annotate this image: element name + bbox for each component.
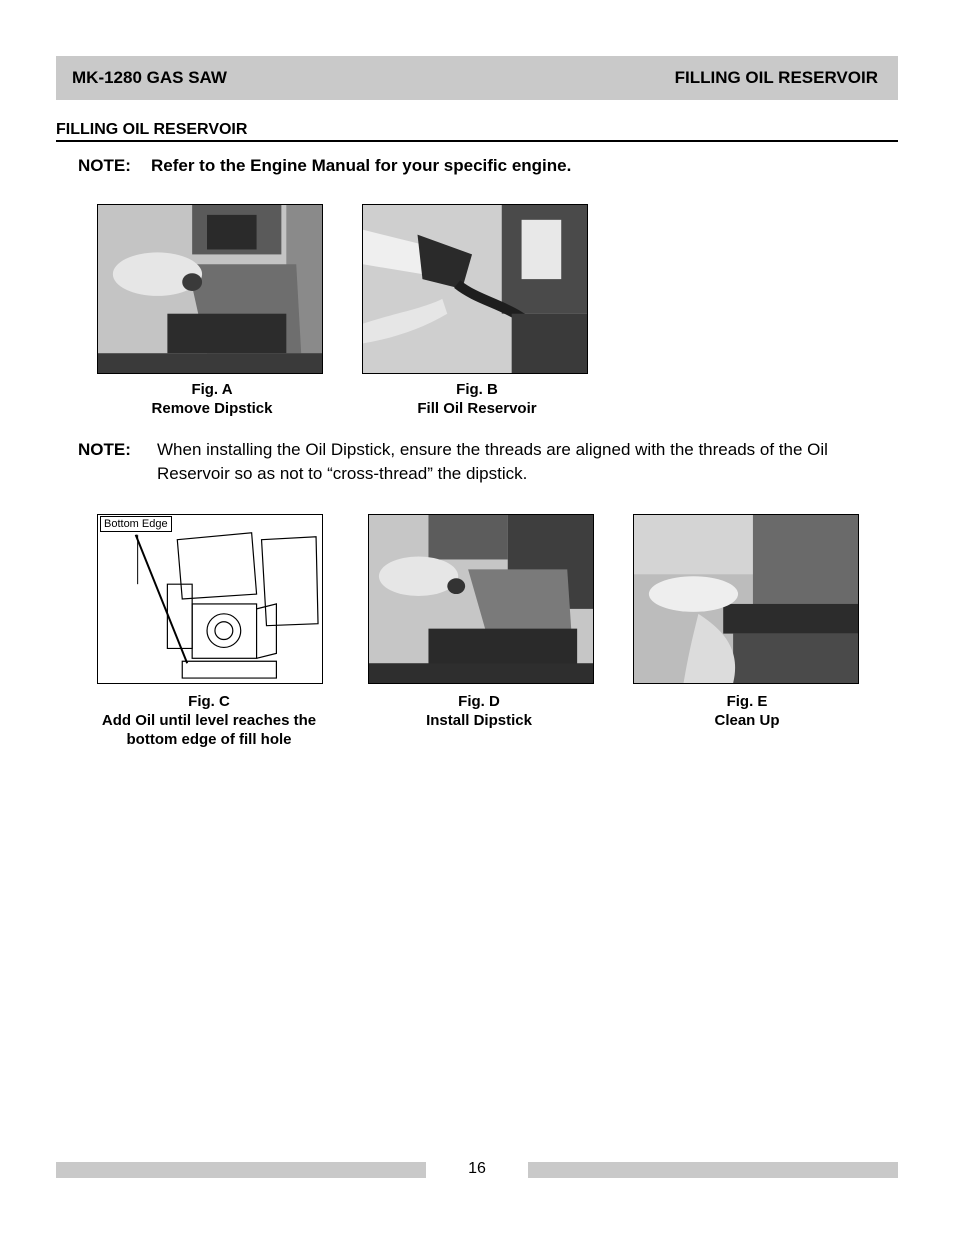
fig-d-text: Install Dipstick — [426, 712, 532, 729]
footer-bar-right — [528, 1162, 898, 1178]
page-header — [56, 56, 898, 100]
page-number: 16 — [468, 1160, 486, 1177]
fig-b-caption — [362, 380, 592, 418]
footer-bar-left — [56, 1162, 426, 1178]
fig-e-photo — [633, 514, 859, 684]
fig-b-label: Fig. B — [456, 381, 498, 398]
note-text: Refer to the Engine Manual for your specific engine. — [151, 156, 572, 175]
fig-c-callout-label: Bottom Edge — [100, 516, 172, 532]
fig-a-caption — [97, 380, 327, 418]
fig-a-text: Remove Dipstick — [151, 400, 273, 417]
fig-e-caption — [629, 692, 865, 730]
fig-b-photo — [362, 204, 588, 374]
note-text: When installing the Oil Dipstick, ensure the threads are aligned with the threads of the Oil Reservoir so as not to “cross-thread” the dipstick. — [157, 440, 828, 483]
fig-b-text: Fill Oil Reservoir — [417, 400, 537, 417]
fig-c-text: Add Oil until level reaches the bottom edge of fill hole — [101, 712, 317, 748]
fig-c-diagram — [97, 514, 323, 684]
header-manual-title: MK-1280 GAS SAW — [72, 68, 227, 87]
note-engine-manual — [78, 156, 571, 176]
fig-a-photo — [97, 204, 323, 374]
fig-c-caption — [93, 692, 325, 749]
fig-d-label: Fig. D — [458, 693, 500, 710]
fig-a-label: Fig. A — [191, 381, 233, 398]
note-label: NOTE: — [78, 440, 131, 459]
note-dipstick-threads — [78, 438, 898, 486]
note-label: NOTE: — [78, 156, 131, 175]
fig-d-photo — [368, 514, 594, 684]
header-section-title: FILLING OIL RESERVOIR — [674, 68, 878, 87]
fig-c-label: Fig. C — [188, 693, 230, 710]
fig-d-caption — [364, 692, 594, 730]
fig-e-text: Clean Up — [714, 712, 780, 729]
section-title: FILLING OIL RESERVOIR — [56, 121, 898, 142]
fig-e-label: Fig. E — [726, 693, 768, 710]
